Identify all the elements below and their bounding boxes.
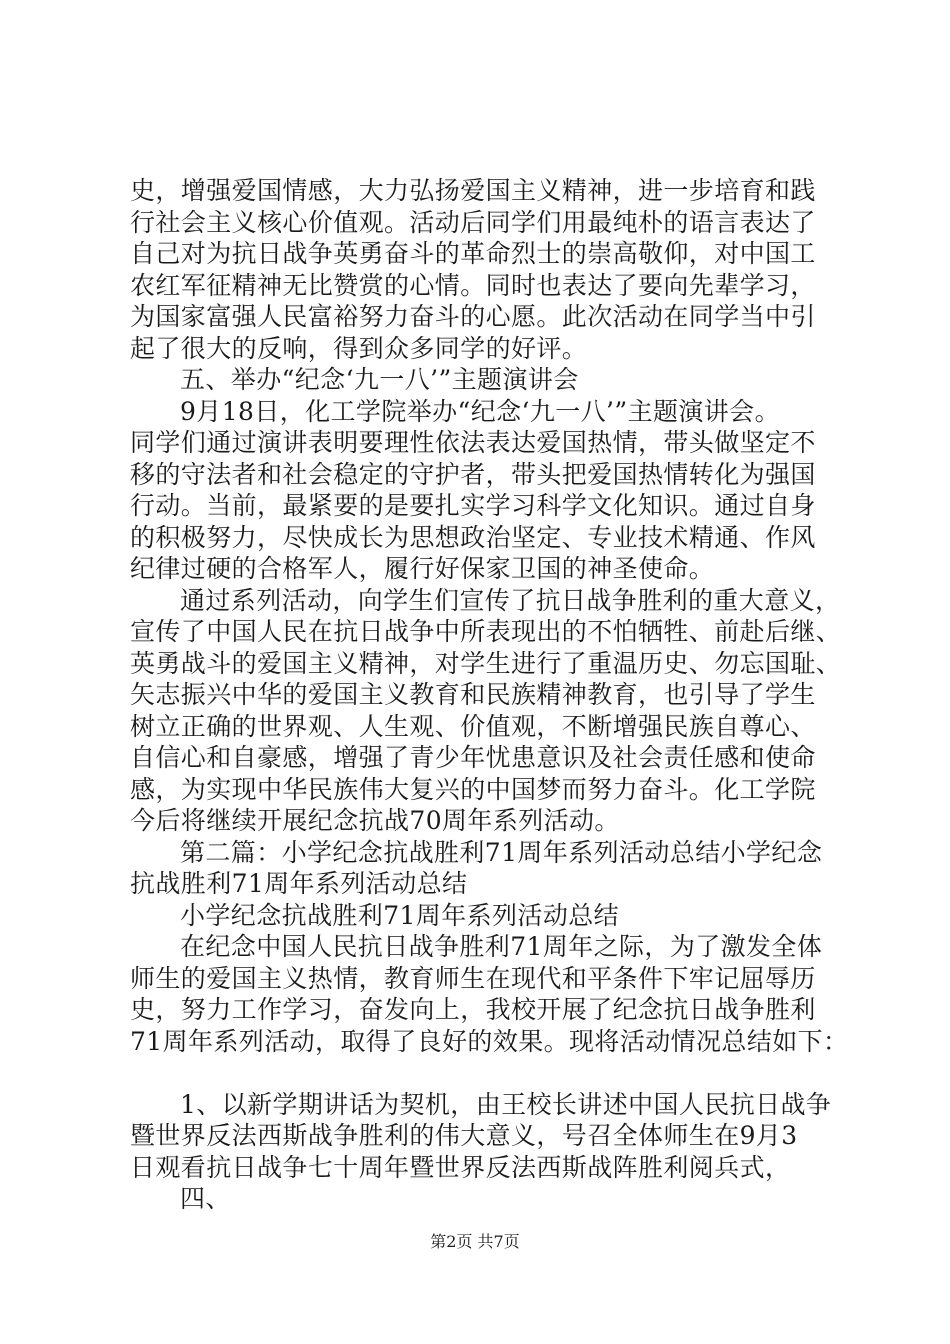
text-line: 英勇战斗的爱国主义精神，对学生进行了重温历史、勿忘国耻、 — [130, 648, 842, 678]
text-line: 矢志振兴中华的爱国主义教育和民族精神教育，也引导了学生 — [130, 680, 816, 709]
document-body — [130, 175, 849, 1215]
text-line: 移的守法者和社会稳定的守护者，带头把爱国热情转化为强国 — [130, 459, 816, 489]
text-line: 自己对为抗日战争英勇奋斗的革命烈士的崇高敬仰，对中国工 — [130, 239, 816, 268]
chapter-heading: 抗战胜利71周年系列活动总结 — [130, 869, 468, 898]
text-line: 感，为实现中华民族伟大复兴的中国梦而努力奋斗。化工学院 — [130, 774, 816, 804]
text-line: 树立正确的世界观、人生观、价值观，不断增强民族自尊心、 — [130, 711, 816, 741]
blank-line — [130, 1057, 830, 1089]
text-line: 史，努力工作学习，奋发向上，我校开展了纪念抗日战争胜利 — [130, 995, 816, 1024]
text-line: 起了很大的反响，得到众多同学的好评。 — [130, 333, 588, 363]
text-line: 纪律过硬的合格军人，履行好保家卫国的神圣使命。 — [130, 554, 715, 583]
text-line: 在纪念中国人民抗日战争胜利71周年之际，为了激发全体 — [180, 932, 823, 961]
section-heading: 四、 — [180, 1184, 231, 1213]
text-line: 暨世界反法西斯战争胜利的伟大意义，号召全体师生在9月3 — [130, 1121, 798, 1150]
text-line: 史，增强爱国情感，大力弘扬爱国主义精神，进一步培育和践 — [130, 176, 816, 205]
text-line: 自信心和自豪感，增强了青少年忧患意识及社会责任感和使命 — [130, 743, 816, 772]
text-line: 今后将继续开展纪念抗战70周年系列活动。 — [130, 806, 620, 835]
text-line: 通过系列活动，向学生们宣传了抗日战争胜利的重大意义， — [180, 585, 841, 615]
page-number: 第2页 共7页 — [430, 1232, 520, 1251]
text-line: 行动。当前，最紧要的是要扎实学习科学文化知识。通过自身 — [130, 491, 816, 520]
subtitle: 小学纪念抗战胜利71周年系列活动总结 — [180, 900, 620, 930]
text-line: 师生的爱国主义热情，教育师生在现代和平条件下牢记屈辱历 — [130, 963, 816, 993]
text-line: 同学们通过演讲表明要理性依法表达爱国热情，带头做坚定不 — [130, 428, 816, 457]
text-line: 农红军征精神无比赞赏的心情。同时也表达了要向先辈学习， — [130, 270, 816, 300]
chapter-heading: 第二篇：小学纪念抗战胜利71周年系列活动总结小学纪念 — [180, 837, 823, 867]
text-line: 行社会主义核心价值观。活动后同学们用最纯朴的语言表达了 — [130, 207, 816, 237]
text-line: 9月18日，化工学院举办“纪念‘九一八’”主题演讲会。 — [180, 396, 780, 426]
text-line: 为国家富强人民富裕努力奋斗的心愿。此次活动在同学当中引 — [130, 302, 816, 331]
text-line: 71周年系列活动，取得了良好的效果。现将活动情况总结如下： — [130, 1026, 849, 1056]
text-line: 宣传了中国人民在抗日战争中所表现出的不怕牺牲、前赴后继、 — [130, 617, 842, 646]
text-line: 1、以新学期讲话为契机，由王校长讲述中国人民抗日战争 — [180, 1089, 832, 1119]
section-heading: 五、举办“纪念‘九一八’”主题演讲会 — [180, 365, 579, 394]
text-line: 日观看抗日战争七十周年暨世界反法西斯战阵胜利阅兵式， — [130, 1152, 791, 1182]
text-line: 的积极努力，尽快成长为思想政治坚定、专业技术精通、作风 — [130, 522, 816, 552]
